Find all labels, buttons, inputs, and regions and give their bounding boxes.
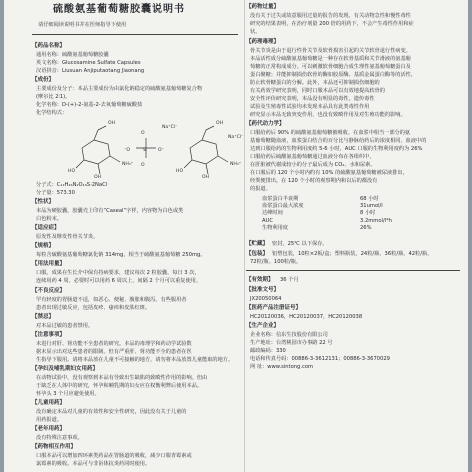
pregnancy-line: 在动物试验中，没有观察到本品有导致出生缺陷的致畸性作用的影响。但由	[36, 375, 208, 381]
manufacturer-address: 生产地址：台湾桃园市办事路 22 号	[250, 340, 333, 346]
toxicology-line: 萄糖的正常构成成分。可以刺激软骨细胞合成生理性氨基葡萄糖蛋白及	[250, 64, 411, 70]
pk-line: 达到口服给药的生物利用度约 5-6 小时，AUC 口服的生物利用度约为 26%	[250, 146, 423, 152]
approval-value: JX20050064	[250, 296, 282, 302]
validity-header: 【有效期】	[246, 277, 274, 283]
toxicology-line: 试验及生殖毒性试验均未发现本品具有此类毒性作用	[250, 104, 370, 110]
reading-notice: 请仔细阅读说明书并在医师指导下使用	[38, 22, 127, 28]
validity-value: 36 个月	[280, 277, 299, 283]
precautions-line: 生指导下服用。请将本品放在儿童不可接触的地方，请勿将本品放置儿童能取的地方。	[36, 357, 234, 363]
manufacturer-website: 网 址：www.sintong.com	[250, 364, 314, 370]
toxicology-header: 【药理毒理】	[246, 39, 280, 45]
manufacturer-name: 企业名称：信东生技股份有限公司	[250, 332, 328, 338]
indications-header: 【适应症】	[32, 225, 60, 231]
pharmacokinetics-header: 【药代动力学】	[246, 121, 285, 127]
overdose-line: 状。	[250, 29, 261, 35]
generic-name: 通用名称：硫酸氨基葡萄糖胶囊	[36, 52, 109, 58]
composition-line: (摩尔比 2∶1)。	[36, 94, 71, 100]
svg-text:HO: HO	[176, 169, 184, 174]
svg-text:OH: OH	[94, 175, 102, 178]
pk-param-name: 生物利用度	[262, 224, 288, 231]
table-row	[246, 210, 392, 217]
pk-line: 口服给药后硫酸氨基葡萄糖通过血液分布在各组织中，	[250, 154, 375, 160]
english-name: 英文名称：Glucosamine Sulfate Capsules	[36, 60, 141, 66]
contraindications-line: 对本品过敏的患者禁用。	[36, 323, 94, 329]
overdose-header: 【药物过量】	[246, 4, 280, 10]
chemical-structure-diagram	[62, 118, 252, 178]
spec-line: 每粒含硫酸氨基葡萄糖氯化钠 314mg，相当于硫酸氨基葡萄糖 250mg。	[36, 252, 206, 258]
adverse-line: 罕有轻度的胃肠道不适，如恶心、便秘、腹胀和腹泻。有些服用者	[36, 297, 187, 303]
dosage-line: 口服。成果在生长介中保有持病要求，建议每次 2 粒胶囊，每日 3 次，	[36, 270, 200, 276]
fold-line	[244, 0, 245, 472]
composition-header: 【成份】	[32, 77, 55, 83]
packaging-line: 72粒/瓶、100粒/瓶。	[250, 259, 302, 265]
svg-text:S: S	[143, 148, 146, 153]
elderly-line: 没有特殊注意事项。	[36, 435, 83, 441]
traits-header: 【性状】	[32, 199, 55, 205]
molecular-formula: 分子式：C₁₂H₂₆N₂O₁₀S·2NaCl	[36, 182, 108, 188]
toxicology-line: 蛋白聚糖；并能抑制损伤软骨的酶如胶原酶、基质金属蛋白酶等的活性，	[250, 72, 417, 78]
dosage-header: 【用法用量】	[32, 261, 66, 267]
precautions-line: 据未显示出对这些患者的限制。但有严重肝、肾功能不全的患者在医	[36, 349, 192, 355]
svg-text:Na⁺Cl⁻: Na⁺Cl⁻	[162, 125, 178, 130]
svg-text:OH: OH	[202, 175, 210, 178]
toxicology-line: 有关药效学研究表明，同时口服本品可以有效地提高软骨的	[250, 88, 385, 94]
pregnancy-header: 【孕妇及哺乳期妇女用药】	[32, 366, 99, 372]
pk-param-value: 3.2mmol/l*h	[360, 217, 393, 224]
children-line: 用药报道。	[36, 417, 62, 423]
pk-line: 基葡萄糖随血液，血浆蛋白结合的百分比与静脉给药后的浓度相同，血液中的	[250, 138, 427, 144]
packaging-line: 铝塑包装，10粒×2板/盒；塑料瓶装，24粒/瓶、36粒/瓶、42粒/瓶、	[272, 251, 433, 257]
pk-param-name: 血浆蛋白半衰期	[262, 196, 299, 202]
pk-line: 在肝脏被代谢成较小的分子最后成为 CO₂、水和尿素。	[250, 162, 376, 168]
leaflet-title: 硫酸氨基葡萄糖胶囊说明书	[53, 4, 185, 15]
chemical-name: 化学名称：D-(+)-2-氨基-2-去氧葡萄糖硫酸盐	[36, 102, 143, 108]
pk-param-value: 31umol/l	[360, 203, 383, 210]
adverse-line: 患者出现过敏反应，包括皮疹、瘙痒和皮肤红斑。	[36, 305, 151, 311]
pregnancy-line: 怀孕头 3 个月应避免使用。	[36, 391, 100, 397]
manufacturer-header: 【生产企业】	[246, 323, 280, 329]
molecular-weight: 分子量：573.30	[36, 190, 75, 196]
toxicology-line: 骨关节炎是由于退行性骨关节及软骨损害引起的关节软骨退行性病变。	[250, 48, 411, 54]
toxicology-line: 研究显示本品无致突变作用，也没有致畸作用及对生殖功能的影响。	[250, 112, 406, 118]
adverse-header: 【不良反应】	[32, 288, 66, 294]
interactions-line: 氯霉素的吸收。本品可与非甾体抗炎药同时使用。	[36, 461, 151, 467]
svg-text:⁻O: ⁻O	[124, 148, 131, 153]
registration-header: 【医药产品注册证号】	[246, 305, 302, 311]
pk-parameter-table	[246, 196, 392, 232]
contraindications-header: 【禁忌】	[32, 314, 55, 320]
pk-param-name: 达峰时间	[262, 210, 283, 217]
children-header: 【儿童用药】	[32, 400, 66, 406]
divider	[32, 34, 238, 35]
svg-text:O: O	[141, 163, 145, 168]
manufacturer-phone: 电话和传真号码：00886-3-3612131；00886-3-3670029	[250, 356, 390, 362]
registration-value: HC20120036，HC20120037，HC20120038	[250, 314, 363, 320]
svg-text:NH₃⁺: NH₃⁺	[230, 162, 242, 167]
overdose-line: 没有关于过失或故意服用过量的报告的发现，有关动物急性和慢性毒性	[250, 13, 411, 19]
elderly-header: 【老年用药】	[32, 426, 66, 432]
pk-line: 在口服后的 120 个小时内约有 10% 的硫酸氨基葡萄糖被尿液排出，	[250, 170, 408, 176]
toxicology-line: 安全性评价研究表明，本品没有明显的毒性。遗传毒性	[250, 96, 375, 102]
traits-line: 白色粉末。	[36, 216, 62, 222]
pk-param-name: 血浆蛋白最大浓度	[262, 203, 304, 210]
svg-text:OH: OH	[216, 121, 224, 126]
toxicology-line: 防止软骨糖蛋白的分解。此外，本品还可抑制损伤细胞的	[250, 80, 380, 86]
pregnancy-line: 于缺乏在人体中的研究，怀孕和哺乳期的妇女应在权衡利弊后使用本品。	[36, 383, 203, 389]
table-row	[246, 225, 392, 232]
table-row	[246, 218, 392, 225]
pk-line: 口服给药后 90% 的硫酸氨基葡萄糖被吸收。在血浆中相当一部分的氨	[250, 130, 411, 136]
divider	[246, 270, 460, 271]
pinyin-name: 汉语拼音：Liusuan Anjiputaotang Jiaonang	[36, 68, 145, 74]
svg-text:OH: OH	[108, 121, 116, 126]
spec-header: 【规格】	[32, 243, 55, 249]
drug-name-header: 【药品名称】	[32, 43, 66, 49]
children-line: 没有确定本品对儿童的有效性和安全性研究，因此没有关于儿童的	[36, 409, 187, 415]
packaging-header: 【包装】	[246, 251, 269, 257]
svg-text:HO: HO	[68, 169, 76, 174]
leaflet-sheet	[4, 0, 468, 472]
structure-label: 化学结构式：	[36, 110, 68, 116]
svg-text:O: O	[141, 131, 145, 136]
pk-param-value: 68 小时	[360, 196, 379, 202]
precautions-line: 未进行对肝、肾功能不全患者的研究。本品的毒理学和药动学试验数	[36, 341, 192, 347]
manufacturer-postal: 邮政编码：330	[250, 348, 286, 354]
storage-header: 【贮藏】	[246, 241, 269, 247]
approval-header: 【批准文号】	[246, 287, 280, 293]
storage-line: 密封，25℃ 以下保存。	[272, 241, 328, 247]
pk-line: 的报道。	[250, 186, 271, 192]
pk-param-value: 26%	[360, 224, 372, 231]
svg-text:Na⁺Cl⁻: Na⁺Cl⁻	[228, 135, 244, 140]
interactions-line: 口服本品可以增加四环素类药品在胃肠道的吸收，减少口服青霉素或	[36, 453, 192, 459]
pk-param-value: 8 小时	[360, 210, 376, 217]
interactions-header: 【药物相互作用】	[32, 444, 77, 450]
pk-line: 经粪便排出。在 120 个小时的观察期内和以后的都没有	[250, 178, 378, 184]
toxicology-line: 本品活性成分硫酸氨基葡萄糖是一种存在软骨基质和关节滑液的氨基葡	[250, 56, 411, 62]
pk-param-name: AUC	[262, 217, 273, 224]
dosage-line: 连续用药 4 周，必要时可以用药 6 周以上，间隔 2 个月可以重复使用。	[36, 278, 202, 284]
svg-text:NH₃⁺: NH₃⁺	[122, 162, 134, 167]
composition-line: 主要成份及分子：本品主要成份为由氯化钠稳定的硫酸氨基葡萄糖复合物	[36, 86, 203, 92]
traits-line: 本品为硬胶囊，胶囊壳上印有“Caseal”字样，内容物为白色或类	[36, 208, 184, 214]
svg-text:O⁻: O⁻	[158, 148, 165, 153]
overdose-line: 研究的结果表明，在治疗剂量 200 倍的用药下，不会产生毒性作用和症	[250, 21, 414, 27]
indications-line: 原发性及继发性骨关节炎。	[36, 234, 99, 240]
precautions-header: 【注意事项】	[32, 332, 66, 338]
